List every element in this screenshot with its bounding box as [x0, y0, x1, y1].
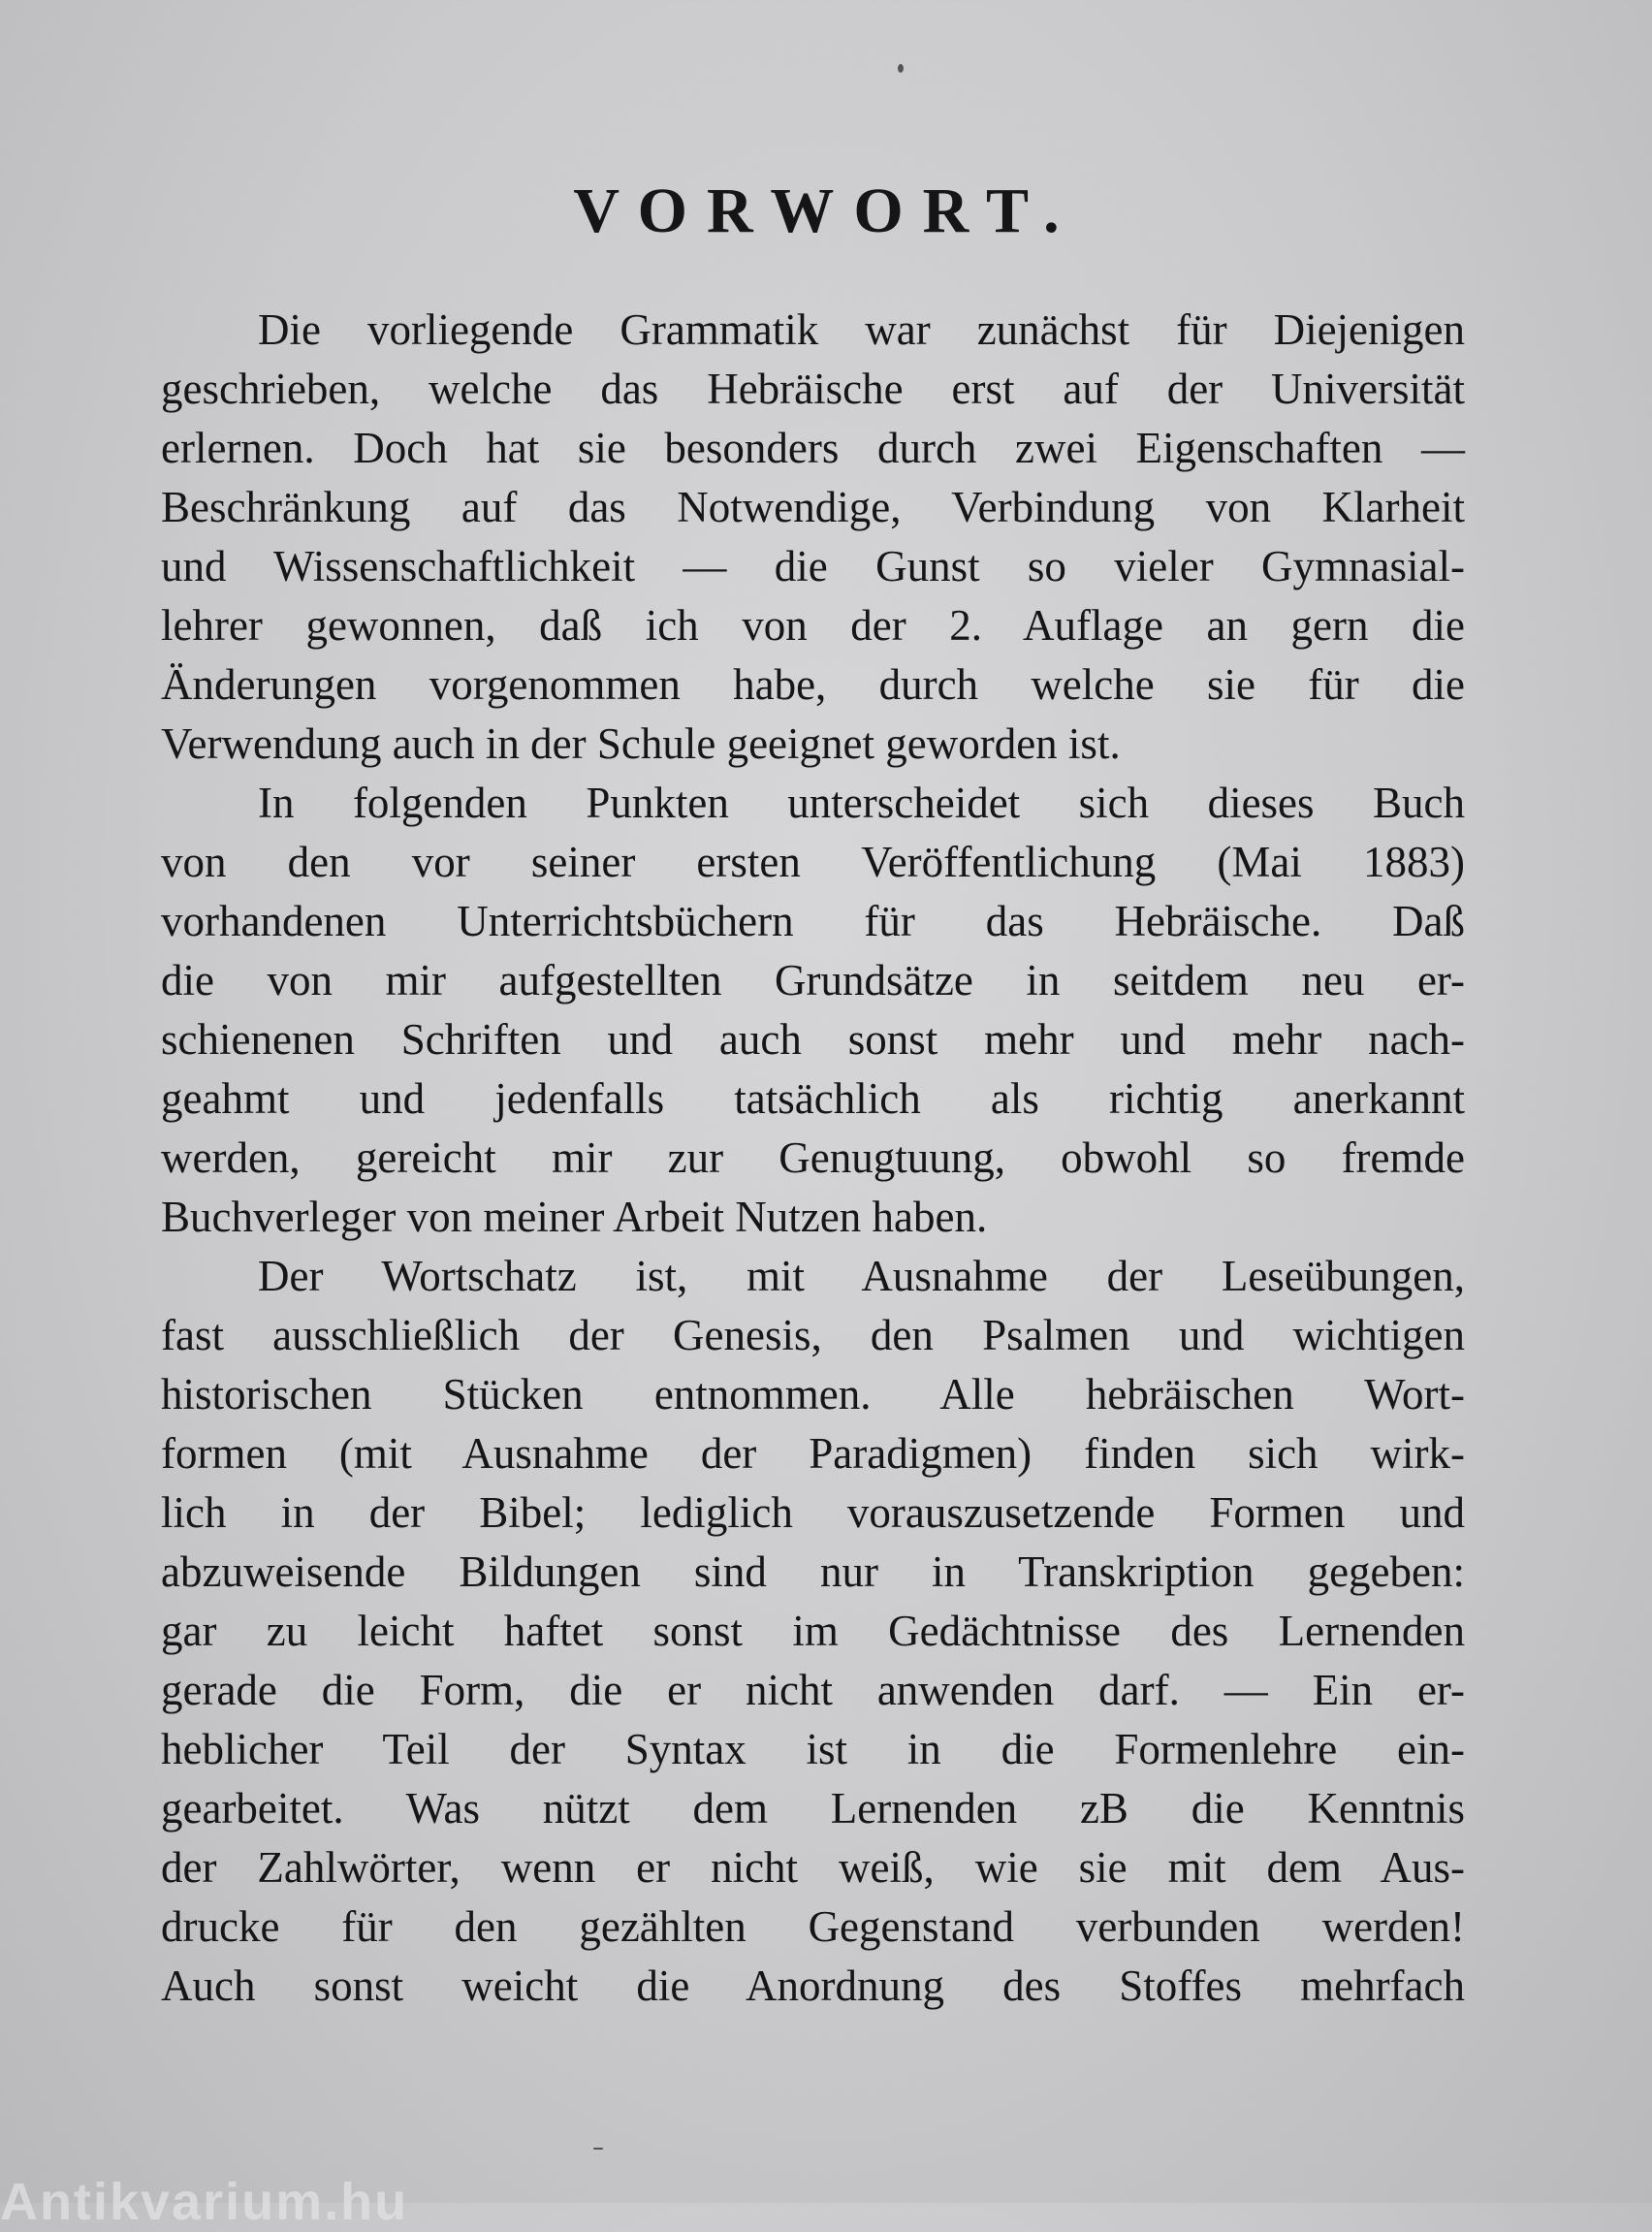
text-line: geschrieben, welche das Hebräische erst auf der Universität [161, 365, 1465, 413]
paragraph [161, 774, 1465, 1247]
text-line: historischen Stücken entnommen. Alle hebräischen Wort- [161, 1370, 1465, 1419]
text-line: Beschränkung auf das Notwendige, Verbindung von Klarheit [161, 483, 1465, 531]
paragraph [161, 1247, 1465, 2016]
text-line: Buchverleger von meiner Arbeit Nutzen haben. [161, 1193, 988, 1241]
text-line: drucke für den gezählten Gegenstand verbunden werden! [161, 1902, 1465, 1951]
watermark: Antikvarium.hu [0, 2173, 409, 2231]
text-line: Der Wortschatz ist, mit Ausnahme der Leseübungen, [258, 1252, 1465, 1300]
text-line: formen (mit Ausnahme der Paradigmen) finden sich wirk- [161, 1429, 1465, 1478]
text-line: schienenen Schriften und auch sonst mehr und mehr nach- [161, 1015, 1465, 1064]
text-line: lich in der Bibel; lediglich vorauszusetzende Formen und [161, 1488, 1465, 1537]
text-line: werden, gereicht mir zur Genugtuung, obwohl so fremde [161, 1133, 1465, 1182]
text-line: erlernen. Doch hat sie besonders durch zwei Eigenschaften — [161, 424, 1465, 472]
text-line: heblicher Teil der Syntax ist in die Formenlehre ein- [161, 1725, 1465, 1773]
text-line: Verwendung auch in der Schule geeignet geworden ist. [161, 719, 1121, 768]
text-line: und Wissenschaftlichkeit — die Gunst so vieler Gymnasial- [161, 542, 1465, 590]
text-line: abzuweisende Bildungen sind nur in Transkription gegeben: [161, 1547, 1465, 1596]
ink-speck [593, 2148, 603, 2150]
text-line: die von mir aufgestellten Grundsätze in seitdem neu er- [161, 956, 1465, 1004]
text-line: geahmt und jedenfalls tatsächlich als richtig anerkannt [161, 1074, 1465, 1123]
text-line: gearbeitet. Was nützt dem Lernenden zB die Kenntnis [161, 1784, 1465, 1833]
text-line: Änderungen vorgenommen habe, durch welche sie für die [161, 660, 1465, 709]
text-line: gerade die Form, die er nicht anwenden darf. — Ein er- [161, 1666, 1465, 1714]
text-line: der Zahlwörter, wenn er nicht weiß, wie sie mit dem Aus- [161, 1843, 1465, 1892]
text-line: gar zu leicht haftet sonst im Gedächtnisse des Lernenden [161, 1607, 1465, 1655]
text-line: vorhandenen Unterrichtsbüchern für das Hebräische. Daß [161, 897, 1465, 945]
paragraph [161, 301, 1465, 774]
ink-speck [898, 64, 904, 73]
text-line: In folgenden Punkten unterscheidet sich dieses Buch [258, 779, 1465, 827]
text-line: von den vor seiner ersten Veröffentlichung (Mai 1883) [161, 838, 1465, 886]
text-line: fast ausschließlich der Genesis, den Psalmen und wichtigen [161, 1311, 1465, 1359]
body-text [161, 301, 1465, 2016]
text-line: Auch sonst weicht die Anordnung des Stoffes mehrfach [161, 1961, 1465, 2010]
page-title: VORWORT. [573, 175, 1079, 246]
text-line: Die vorliegende Grammatik war zunächst für Diejenigen [258, 305, 1465, 354]
text-line: lehrer gewonnen, daß ich von der 2. Auflage an gern die [161, 601, 1465, 650]
